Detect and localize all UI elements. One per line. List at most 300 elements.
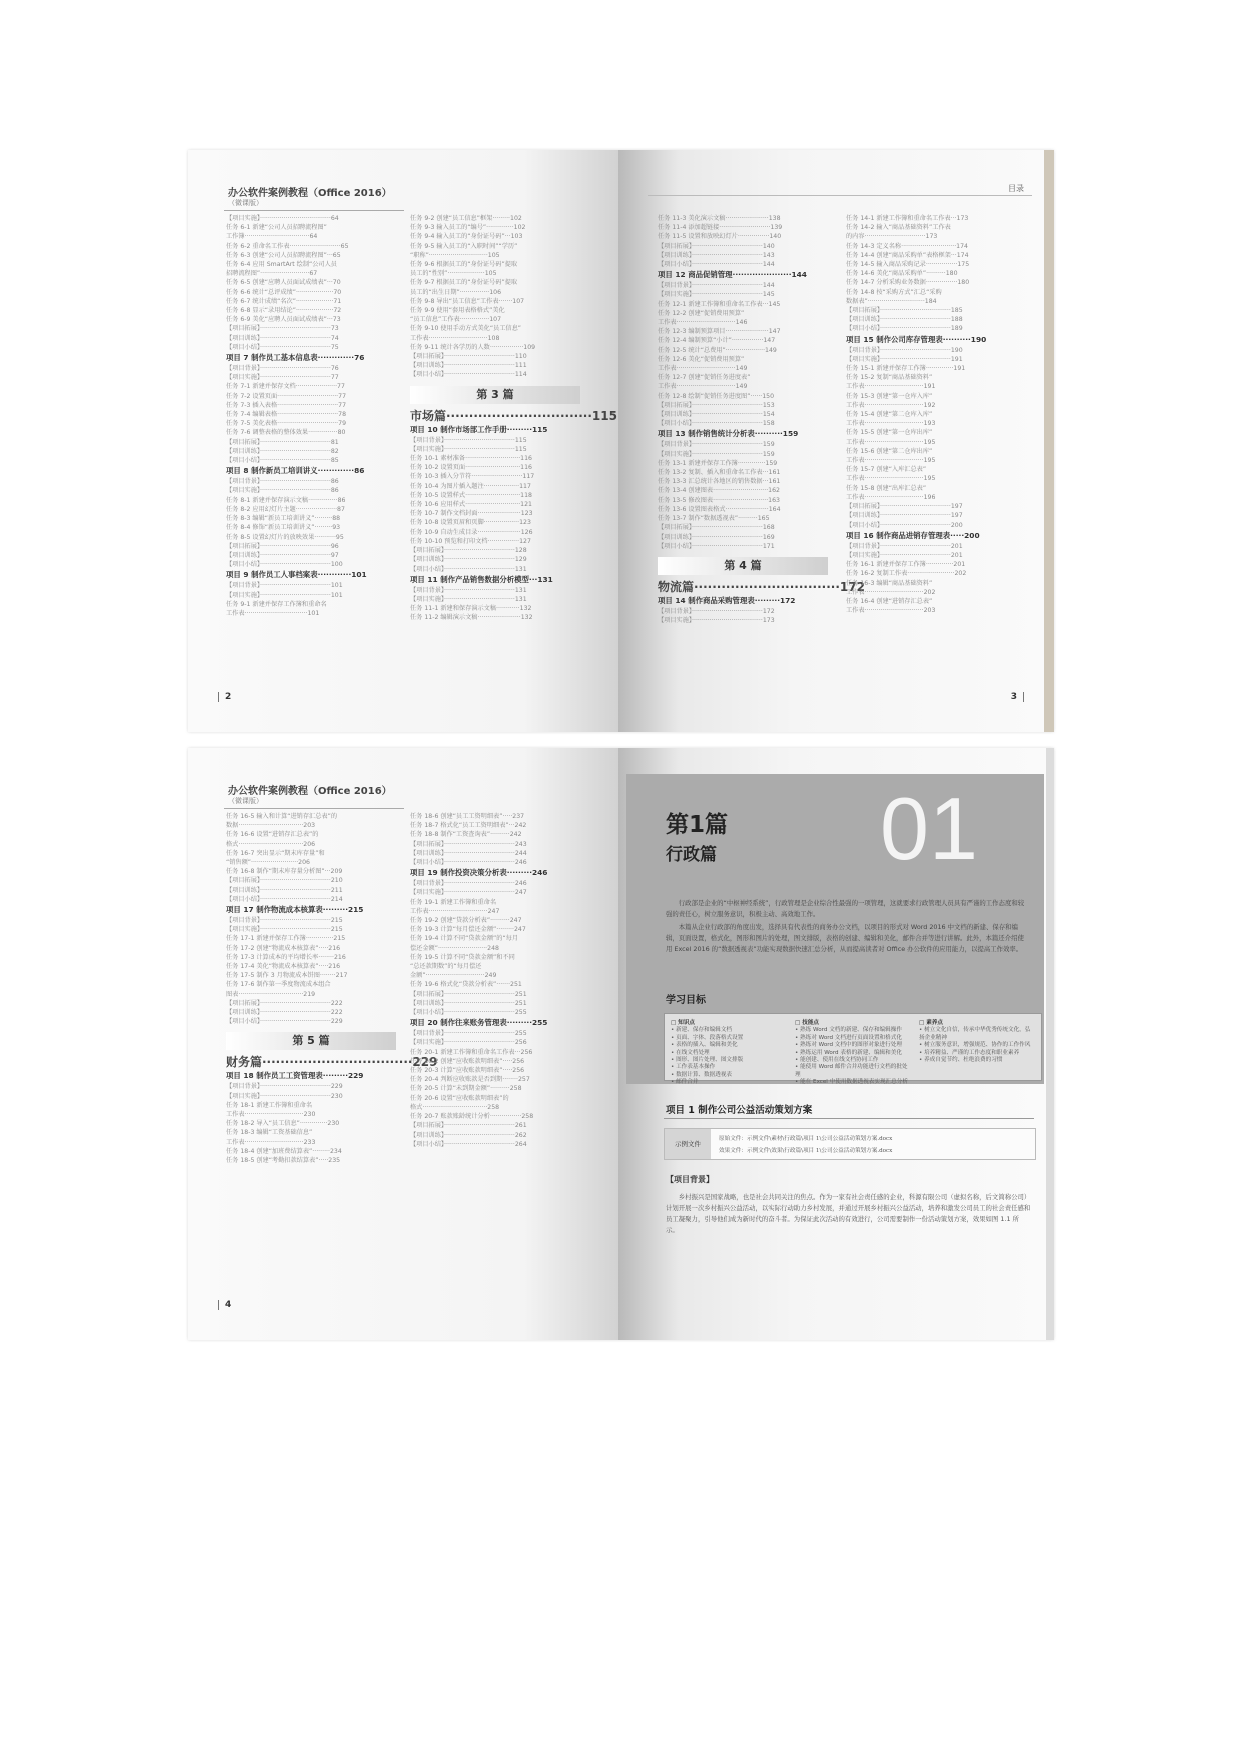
toc-label: 目录 bbox=[1008, 184, 1024, 193]
toc-entry: 工作表······························108 bbox=[410, 334, 500, 342]
toc-entry: 任务 9-4 输入员工的“身份证号码”···103 bbox=[410, 233, 523, 241]
toc-entry: 任务 12-1 新建工作簿和重命名工作表···145 bbox=[658, 300, 781, 308]
toc-entry: 【项目训练】····································154 bbox=[658, 411, 775, 419]
toc-entry: 【项目小结】····································114 bbox=[410, 371, 527, 379]
goal-item: • 邮件合并 bbox=[671, 1079, 699, 1086]
goal-item: • 页面、字体、段落格式设置 bbox=[671, 1034, 744, 1041]
toc-entry: 任务 8-5 设置幻灯片的放映效果···········95 bbox=[226, 533, 344, 541]
toc-entry: 任务 10-8 设置页眉和页脚··················123 bbox=[410, 519, 531, 527]
section-banner: 第 5 篇 bbox=[226, 1032, 396, 1050]
section-banner: 第 4 篇 bbox=[658, 557, 828, 575]
toc-column-1 bbox=[226, 812, 438, 1165]
toc-entry: 任务 6-6 统计“总评成绩”···················70 bbox=[226, 288, 342, 296]
toc-entry: 任务 6-3 创建“公司人员招聘流程图”···65 bbox=[226, 251, 341, 259]
toc-entry: 工作表······························247 bbox=[410, 907, 500, 915]
goal-item: • 熟练对 Word 文档中的图形对象进行处理 bbox=[795, 1042, 902, 1049]
toc-entry: 工作表······························196 bbox=[846, 493, 936, 501]
toc-entry: 【项目背景】····································246 bbox=[410, 880, 527, 888]
toc-project-entry: 项目 12 商品促销管理·····················144 bbox=[658, 270, 807, 280]
toc-project-entry: 项目 7 制作员工基本信息表·············76 bbox=[226, 353, 365, 363]
toc-entry: 格式·································206 bbox=[226, 840, 316, 848]
toc-entry: 任务 14-3 定义名称····························174 bbox=[846, 242, 968, 250]
toc-entry: 任务 20-4 判断应收账款是否到期········257 bbox=[410, 1076, 530, 1084]
project-title: 项目 1 制作公司公益活动策划方案 bbox=[666, 1105, 813, 1116]
goal-heading: □ 技能点 bbox=[795, 1020, 820, 1026]
background-heading: 【项目背景】 bbox=[666, 1175, 714, 1184]
goals-heading: 学习目标 bbox=[666, 995, 706, 1006]
toc-project-entry: 项目 18 制作员工工资管理表·········229 bbox=[226, 1071, 364, 1081]
toc-entry: “总还款期数”的“每月偿还 bbox=[410, 963, 482, 971]
toc-entry: 任务 16-3 编辑“商品基础资料” bbox=[846, 579, 933, 587]
toc-entry: 任务 15-7 创建“入库汇总表” bbox=[846, 466, 927, 474]
toc-entry: 任务 18-2 导入“员工信息”··············230 bbox=[226, 1120, 340, 1128]
toc-entry: 【项目小结】····································200 bbox=[846, 521, 963, 529]
toc-entry: 任务 18-1 新建工作簿和重命名 bbox=[226, 1101, 313, 1109]
toc-entry: 任务 14-6 美化“商品采购单”··········180 bbox=[846, 270, 958, 278]
toc-entry: 工作表······························203 bbox=[846, 607, 936, 615]
toc-entry: “销售额”························206 bbox=[226, 859, 310, 867]
toc-entry: 任务 15-1 新建并保存工作簿··············191 bbox=[846, 365, 966, 373]
toc-entry: 任务 17-1 新建并保存工作簿··············215 bbox=[226, 935, 346, 943]
toc-project-entry: 项目 11 制作产品销售数据分析模型···131 bbox=[410, 574, 553, 584]
toc-entry: 任务 7-1 新建并保存文档·····················77 bbox=[226, 383, 345, 391]
toc-entry: 任务 20-2 创建“应收账款明细表”·····256 bbox=[410, 1057, 525, 1065]
goal-item: • 树立服务意识，增强规范、协作的工作作风 bbox=[919, 1042, 1031, 1049]
toc-entry: 任务 19-4 计算不同“贷款金额”的“每月 bbox=[410, 935, 519, 943]
toc-entry: 【项目小结】····································214 bbox=[226, 895, 343, 903]
toc-entry: 任务 13-7 制作“数据透视表”··········165 bbox=[658, 515, 770, 523]
toc-entry: 任务 16-5 输入和计算“进销存汇总表”的 bbox=[226, 813, 338, 820]
toc-entry: 任务 12-2 创建“促销费用预算” bbox=[658, 309, 745, 317]
goal-column-skills bbox=[795, 1020, 911, 1087]
toc-entry: 的内容·······························173 bbox=[846, 233, 938, 241]
toc-entry: 任务 16-4 创建“进销存汇总表” bbox=[846, 597, 933, 605]
toc-entry: 【项目实施】····································230 bbox=[226, 1092, 343, 1100]
toc-entry: 【项目训练】····································197 bbox=[846, 512, 963, 520]
toc-entry: 【项目背景】····································229 bbox=[226, 1083, 343, 1091]
running-header: 办公软件案例教程（Office 2016） bbox=[228, 786, 392, 797]
toc-entry: 【项目背景】····································159 bbox=[658, 441, 775, 449]
toc-entry: 任务 15-6 创建“第二仓库出库” bbox=[846, 447, 933, 455]
toc-entry: 任务 7-4 编辑表格·······························78 bbox=[226, 411, 347, 419]
toc-entry: 工作表······························149 bbox=[658, 383, 748, 391]
toc-entry: 【项目小结】····································246 bbox=[410, 859, 527, 867]
toc-project-entry: 项目 8 制作新员工培训讲义·············86 bbox=[226, 466, 365, 476]
toc-entry: 任务 17-4 美化“物流成本核算表”·····216 bbox=[226, 963, 341, 971]
toc-entry: 【项目拓展】····································153 bbox=[658, 401, 775, 409]
toc-entry: 任务 18-7 格式化“员工工资明细表”···242 bbox=[410, 822, 527, 830]
goal-heading: □ 知识点 bbox=[671, 1020, 696, 1026]
toc-entry: 任务 12-4 编制预算“小计”················147 bbox=[658, 337, 776, 345]
toc-entry: 任务 12-8 绘制“促销任务进度图”······150 bbox=[658, 392, 775, 400]
project-rule bbox=[664, 1118, 1034, 1119]
goal-column-knowledge bbox=[671, 1020, 787, 1087]
toc-project-entry: 项目 13 制作销售统计分析表··········159 bbox=[658, 429, 799, 439]
toc-entry: 任务 18-6 创建“员工工资明细表”·····237 bbox=[410, 813, 525, 820]
toc-entry: 【项目拓展】····································96 bbox=[226, 542, 339, 550]
toc-entry: 任务 9-10 使用手动方式美化“员工信息” bbox=[410, 325, 522, 333]
toc-entry: 【项目实施】····································115 bbox=[410, 445, 527, 453]
toc-entry: 【项目实施】····································256 bbox=[410, 1039, 527, 1047]
example-original-file: 原始文件：示例文件\素材\行政篇\项目 1\公司公益活动策划方案.docx bbox=[719, 1136, 893, 1142]
toc-entry: 【项目实施】····································173 bbox=[658, 617, 775, 625]
toc-entry: 任务 8-3 编辑“新员工培训讲义”·········88 bbox=[226, 515, 341, 523]
toc-entry: 任务 20-6 设置“应收账款明细表”的 bbox=[410, 1094, 509, 1102]
toc-entry: 任务 7-6 调整表格的整体效果···············80 bbox=[226, 429, 346, 437]
toc-entry: 【项目小结】····································189 bbox=[846, 325, 963, 333]
toc-entry: 【项目实施】····································64 bbox=[226, 215, 339, 222]
toc-entry: 任务 6-8 显示“录用结论”···················72 bbox=[226, 307, 342, 315]
toc-entry: 工作表······························195 bbox=[846, 438, 936, 446]
toc-entry: 【项目背景】····································144 bbox=[658, 282, 775, 290]
example-files-box bbox=[664, 1128, 1036, 1160]
toc-entry: 【项目训练】····································143 bbox=[658, 251, 775, 259]
toc-entry: 【项目拓展】····································251 bbox=[410, 990, 527, 998]
book-spread-top bbox=[188, 150, 1054, 732]
toc-entry: 【项目实施】····································77 bbox=[226, 374, 339, 382]
toc-entry: 【项目实施】····································101 bbox=[226, 591, 343, 599]
toc-entry: 图表·································219 bbox=[226, 990, 316, 998]
toc-project-entry: 项目 19 制作投资决策分析表·········246 bbox=[410, 868, 548, 878]
goal-item: • 新建、保存和编辑文档 bbox=[671, 1027, 733, 1034]
example-files-label: 示例文件 bbox=[665, 1129, 711, 1159]
page-number: 3 bbox=[1011, 692, 1024, 702]
toc-entry: 任务 10-9 自动生成目录······················126 bbox=[410, 528, 533, 536]
toc-entry: 【项目实施】····································86 bbox=[226, 487, 339, 495]
toc-project-entry: 项目 9 制作员工人事档案表············101 bbox=[226, 570, 367, 580]
toc-entry: 工作表······························195 bbox=[846, 475, 936, 483]
toc-entry: 【项目小结】····································144 bbox=[658, 261, 775, 269]
toc-column-3 bbox=[658, 214, 865, 625]
toc-entry: 【项目拓展】····································197 bbox=[846, 503, 963, 511]
toc-entry: 【项目训练】····································82 bbox=[226, 447, 339, 455]
toc-entry: 【项目拓展】····································243 bbox=[410, 840, 527, 848]
toc-entry: 工作表······························149 bbox=[658, 365, 748, 373]
toc-entry: 任务 14-4 创建“商品采购单”表格框架···174 bbox=[846, 251, 969, 259]
toc-entry: 工作表······························202 bbox=[846, 588, 936, 596]
page-number: 2 bbox=[218, 692, 231, 702]
goal-item: • 能使用 Word 邮件合并功能进行文档的批处理 bbox=[795, 1064, 908, 1078]
toc-entry: 招聘流程图”·························67 bbox=[226, 270, 318, 278]
toc-entry: 工作表······························195 bbox=[846, 457, 936, 465]
toc-entry: 任务 9-2 创建“员工信息”框架·········102 bbox=[410, 215, 522, 222]
toc-entry: 【项目拓展】····································261 bbox=[410, 1122, 527, 1130]
toc-entry: 任务 17-2 创建“物流成本核算表”·····216 bbox=[226, 944, 341, 952]
example-result-file: 效果文件：示例文件\效果\行政篇\项目 1\公司公益活动策划方案.docx bbox=[719, 1148, 893, 1154]
part-intro bbox=[666, 898, 1026, 955]
goal-item: • 能创建、使用在线文档协同工作 bbox=[795, 1057, 879, 1064]
toc-entry: 任务 13-1 新建并保存工作簿··············159 bbox=[658, 459, 778, 467]
toc-entry: 【项目拓展】····································81 bbox=[226, 438, 339, 446]
goal-item: • 表格的插入、编辑和美化 bbox=[671, 1042, 738, 1049]
toc-entry: 任务 11-4 添加超链接··························139 bbox=[658, 224, 783, 232]
toc-entry: 任务 15-8 创建“出库汇总表” bbox=[846, 484, 927, 492]
toc-entry: 任务 13-4 创建图表····························162 bbox=[658, 487, 780, 495]
toc-entry: 工作表······························193 bbox=[846, 420, 936, 428]
toc-project-entry: 项目 16 制作商品进销存管理表·····200 bbox=[846, 530, 980, 540]
toc-entry: 工作表······························192 bbox=[846, 401, 936, 409]
section-banner: 第 3 篇 bbox=[410, 386, 580, 404]
toc-entry: 任务 16-2 复制工作表························202 bbox=[846, 570, 967, 578]
toc-entry: 任务 8-2 应用幻灯片主题·····················87 bbox=[226, 505, 345, 513]
page-4 bbox=[188, 748, 618, 1340]
toc-entry: 【项目拓展】····································140 bbox=[658, 242, 775, 250]
background-text bbox=[666, 1192, 1031, 1236]
toc-entry: 【项目拓展】····································110 bbox=[410, 353, 527, 361]
section-title: 市场篇································115 bbox=[410, 408, 617, 423]
header-rule bbox=[224, 210, 404, 211]
toc-entry: 任务 9-5 输入员工的“入职时间”“学历” bbox=[410, 242, 518, 250]
toc-entry: 【项目训练】····································244 bbox=[410, 849, 527, 857]
toc-entry: 任务 14-1 新建工作簿和重命名工作表···173 bbox=[846, 215, 969, 222]
section-title: 财务篇·································229 bbox=[226, 1055, 438, 1070]
toc-entry: 【项目训练】····································222 bbox=[226, 1009, 343, 1017]
goal-item: • 在线文档处理 bbox=[671, 1049, 710, 1056]
toc-entry: 数据表”·····························184 bbox=[846, 297, 937, 305]
toc-entry: 任务 10-3 插入分节符··························117 bbox=[410, 473, 535, 481]
part-title: 第1篇 bbox=[666, 812, 729, 838]
intro-paragraph: 行政部是企业的“中枢神经系统”，行政管理是企业综合性最强的一项管理，这就要求行政管理人员具有严谨的工作态度和较强的责任心，树立服务意识，积极主动、高效地工作。 bbox=[666, 899, 1025, 918]
toc-entry: 【项目训练】····································169 bbox=[658, 533, 775, 541]
toc-entry: 【项目训练】····································74 bbox=[226, 334, 339, 342]
toc-entry: “职称”······························105 bbox=[410, 251, 500, 259]
toc-entry: 任务 17-6 制作第一季度物流成本组合 bbox=[226, 981, 331, 989]
toc-entry: 任务 6-7 统计成绩“名次”···················71 bbox=[226, 297, 342, 305]
toc-entry: 任务 19-5 计算不同“贷款金额”和不同 bbox=[410, 953, 515, 961]
toc-entry: 任务 16-7 突出显示“期末库存量”和 bbox=[226, 849, 325, 857]
toc-entry: 【项目训练】····································111 bbox=[410, 362, 527, 370]
goal-item: • 养成自觉节约、杜绝浪费的习惯 bbox=[919, 1057, 1003, 1064]
toc-entry: 【项目拓展】····································128 bbox=[410, 547, 527, 555]
toc-entry: 【项目拓展】····································222 bbox=[226, 999, 343, 1007]
toc-entry: 【项目训练】····································188 bbox=[846, 316, 963, 324]
toc-entry: 任务 17-3 计算成本的平均增长率········216 bbox=[226, 953, 346, 961]
intro-paragraph: 本篇从企业行政部的角度出发，选择具有代表性的商务办公文档，以项目的形式对 Word 2016 中文档的新建、保存和编辑，页面设置，格式化，图形和图片的处理，图文排版，表格的创建、编辑和美化，邮件合并等进行讲解。此外，本篇还介绍使用 Excel 2016 的“数据透视表”功能实现数据快速汇总分析，从而提高读者对 Office 办公软件的应用能力，以提高工作效率。 bbox=[666, 923, 1024, 953]
toc-entry: 【项目背景】····································172 bbox=[658, 607, 775, 615]
toc-entry: 工作表······························230 bbox=[226, 1111, 316, 1119]
toc-entry: 【项目小结】····································264 bbox=[410, 1140, 527, 1148]
toc-entry: 工作表······························146 bbox=[658, 319, 748, 327]
section-title: 物流篇································172 bbox=[658, 579, 865, 594]
toc-entry: 任务 11-5 设置和放映幻灯片················140 bbox=[658, 233, 782, 241]
toc-entry: 任务 18-8 制作“工资查询表”··········242 bbox=[410, 831, 522, 839]
toc-column-4 bbox=[846, 214, 1024, 615]
toc-entry: 任务 14-7 分析采购业务数据················180 bbox=[846, 279, 970, 287]
toc-entry: 任务 8-4 修饰“新员工培训讲义”·········93 bbox=[226, 524, 341, 532]
toc-entry: 【项目实施】····································145 bbox=[658, 291, 775, 299]
toc-entry: 任务 16-6 设置“进销存汇总表”的 bbox=[226, 831, 319, 839]
toc-entry: 【项目实施】····································201 bbox=[846, 551, 963, 559]
toc-entry: 任务 12-6 美化“促销费用预算” bbox=[658, 355, 745, 363]
toc-entry: 【项目小结】····································171 bbox=[658, 542, 775, 550]
toc-entry: 【项目拓展】····································73 bbox=[226, 325, 339, 333]
toc-entry: 任务 9-7 根据员工的“身份证号码”提取 bbox=[410, 279, 518, 287]
toc-entry: 任务 18-3 编辑“工资基础信息” bbox=[226, 1129, 313, 1137]
toc-entry: 【项目实施】····································191 bbox=[846, 355, 963, 363]
toc-column-1 bbox=[226, 214, 401, 618]
toc-project-entry: 项目 14 制作商品采购管理表·········172 bbox=[658, 595, 796, 605]
toc-column-2 bbox=[410, 812, 595, 1149]
page-number: 4 bbox=[218, 1300, 231, 1310]
toc-entry: 任务 13-2 复制、插入和重命名工作表···161 bbox=[658, 469, 781, 477]
goal-item: • 培养精益、严谨的工作态度和职业素养 bbox=[919, 1049, 1020, 1056]
toc-entry: 任务 20-3 计算“应收账款明细表”·····256 bbox=[410, 1067, 525, 1075]
toc-entry: 任务 10-5 设置样式····························118 bbox=[410, 491, 532, 499]
toc-entry: 任务 6-5 创建“应聘人员面试成绩表”···70 bbox=[226, 279, 341, 287]
toc-entry: 任务 6-4 应用 SmartArt 绘制“公司人员 bbox=[226, 261, 337, 269]
toc-entry: 【项目小结】····································85 bbox=[226, 457, 339, 465]
toc-entry: 任务 18-4 创建“加班费结算表”·········234 bbox=[226, 1147, 342, 1155]
toc-entry: 任务 19-3 计算“每月偿还金额”·········247 bbox=[410, 926, 526, 934]
toc-entry: 任务 9-11 统计各学历的人数·················109 bbox=[410, 343, 536, 351]
toc-project-entry: 项目 17 制作物流成本核算表·········215 bbox=[226, 905, 364, 915]
toc-entry: 【项目背景】····································76 bbox=[226, 365, 339, 373]
toc-entry: 【项目小结】····································75 bbox=[226, 343, 339, 351]
toc-entry: 数据·································203 bbox=[226, 822, 316, 830]
running-header: 办公软件案例教程（Office 2016） bbox=[228, 188, 392, 199]
goal-heading: □ 素养点 bbox=[919, 1020, 944, 1026]
toc-entry: 【项目小结】····································100 bbox=[226, 561, 343, 569]
header-rule bbox=[648, 195, 1032, 196]
part-name: 行政篇 bbox=[666, 845, 717, 865]
toc-entry: 【项目训练】····································211 bbox=[226, 886, 343, 894]
toc-entry: 工作表································101 bbox=[226, 609, 320, 617]
toc-entry: 【项目背景】····································255 bbox=[410, 1030, 527, 1038]
goal-item: • 数据计算、数据透视表 bbox=[671, 1071, 733, 1078]
toc-entry: 任务 12-3 编制预算项目······················147 bbox=[658, 328, 781, 336]
toc-entry: 任务 9-1 新建并保存工作簿和重命名 bbox=[226, 600, 327, 608]
toc-entry: 员工的“出生日期”···············106 bbox=[410, 288, 502, 296]
toc-entry: 【项目背景】····································115 bbox=[410, 436, 527, 444]
toc-entry: 【项目拓展】····································168 bbox=[658, 524, 775, 532]
toc-entry: 【项目训练】····································97 bbox=[226, 551, 339, 559]
toc-entry: 【项目背景】····································101 bbox=[226, 582, 343, 590]
toc-entry: 任务 12-5 统计“总费用”····················149 bbox=[658, 346, 777, 354]
background-paragraph: 乡村振兴是国家战略，也是社会共同关注的焦点。作为一家有社会责任感的企业，科源有限公司（虚拟名称，后文简称公司）计划开展一次乡村振兴公益活动，以实际行动助力乡村发展，并通过开展乡村振兴公益活动，培养和激发公司员工的社会责任感和员工凝聚力，引导他们成为新时代的奋斗者。为保证此次活动的有效进行，公司需要制作一份活动策划方案，效果如图 1.1 所示。 bbox=[666, 1193, 1031, 1234]
toc-entry: 【项目背景】····································190 bbox=[846, 346, 963, 354]
toc-entry: 任务 15-2 复制“商品基础资料” bbox=[846, 374, 933, 382]
toc-entry: 【项目实施】····································215 bbox=[226, 926, 343, 934]
toc-column-2 bbox=[410, 214, 617, 623]
toc-entry: 任务 19-1 新建工作簿和重命名 bbox=[410, 898, 497, 906]
toc-entry: 任务 9-3 输入员工的“编号”··············102 bbox=[410, 224, 526, 232]
toc-entry: 任务 15-5 创建“第一仓库出库” bbox=[846, 429, 933, 437]
toc-entry: 【项目背景】····································201 bbox=[846, 542, 963, 550]
toc-entry: 任务 13-3 汇总统计各地区的销售数据···161 bbox=[658, 478, 781, 486]
toc-entry: “员工信息”工作表···············107 bbox=[410, 316, 502, 324]
toc-project-entry: 项目 10 制作市场部工作手册·········115 bbox=[410, 424, 548, 434]
toc-entry: 【项目拓展】····································210 bbox=[226, 877, 343, 885]
toc-entry: 金额”······························249 bbox=[410, 972, 497, 980]
toc-entry: 任务 7-3 插入表格·······························77 bbox=[226, 401, 347, 409]
goal-item: • 能在 Excel 中使用数据透视表实现汇总分析 bbox=[795, 1079, 908, 1086]
toc-entry: 【项目拓展】····································185 bbox=[846, 307, 963, 315]
toc-entry: 【项目训练】····································251 bbox=[410, 999, 527, 1007]
toc-entry: 任务 6-9 美化“应聘人员面试成绩表”···73 bbox=[226, 316, 341, 324]
goals-box bbox=[664, 1013, 1042, 1086]
toc-entry: 【项目训练】····································129 bbox=[410, 556, 527, 564]
goal-item: • 熟练对 Word 文档进行页面设置和格式化 bbox=[795, 1034, 902, 1041]
toc-entry: 格式·································258 bbox=[410, 1103, 500, 1111]
toc-entry: 【项目小结】····································131 bbox=[410, 565, 527, 573]
toc-entry: 任务 10-1 素材准备····························116 bbox=[410, 455, 532, 463]
toc-entry: 任务 19-2 创建“贷款分析表”··········247 bbox=[410, 917, 522, 925]
toc-entry: 【项目实施】····································159 bbox=[658, 450, 775, 458]
toc-entry: 任务 15-3 创建“第一仓库入库” bbox=[846, 392, 933, 400]
toc-entry: 任务 13-5 修改图表····························163 bbox=[658, 496, 780, 504]
toc-entry: 任务 16-1 新建并保存工作簿··············201 bbox=[846, 561, 966, 569]
page-3 bbox=[618, 150, 1054, 732]
toc-entry: 任务 10-7 制作文档封面······················123 bbox=[410, 510, 533, 518]
header-rule bbox=[224, 808, 404, 809]
goal-column-qualities bbox=[919, 1020, 1035, 1064]
goal-item: • 树立文化自信，传承中华优秀传统文化，弘扬企业精神 bbox=[919, 1027, 1031, 1041]
toc-entry: 任务 20-5 计算“未到期金额”··········258 bbox=[410, 1085, 522, 1093]
toc-entry: 【项目背景】····································215 bbox=[226, 917, 343, 925]
toc-entry: 任务 8-1 新建并保存演示文稿···············86 bbox=[226, 496, 346, 504]
toc-entry: 任务 20-1 新建工作簿和重命名工作表···256 bbox=[410, 1048, 533, 1056]
book-spread-bottom bbox=[188, 748, 1054, 1340]
toc-entry: 任务 9-6 根据员工的“身份证号码”提取 bbox=[410, 261, 518, 269]
toc-entry: 任务 7-5 美化表格·······························79 bbox=[226, 420, 347, 428]
running-header-sub: （微课版） bbox=[228, 199, 263, 207]
toc-entry: 任务 9-9 使用“套用表格格式”美化 bbox=[410, 307, 505, 315]
toc-entry: 工作表······························191 bbox=[846, 383, 936, 391]
goal-item: • 熟练运用 Word 表格的新建、编辑和美化 bbox=[795, 1049, 902, 1056]
toc-entry: 【项目背景】····································86 bbox=[226, 478, 339, 486]
toc-entry: 任务 9-8 导出“员工信息”工作表·······107 bbox=[410, 297, 525, 305]
toc-entry: 【项目小结】····································255 bbox=[410, 1009, 527, 1017]
goal-item: • 图形、图片处理、图文排版 bbox=[671, 1057, 744, 1064]
page-2 bbox=[188, 150, 618, 732]
toc-entry: 【项目小结】····································229 bbox=[226, 1018, 343, 1026]
toc-entry: 任务 15-4 创建“第二仓库入库” bbox=[846, 411, 933, 419]
toc-entry: 任务 14-5 输入商品采购记录················175 bbox=[846, 261, 970, 269]
toc-entry: 任务 20-7 账款账龄统计分析················258 bbox=[410, 1113, 534, 1121]
toc-entry: 任务 6-2 重命名工作表··························65 bbox=[226, 242, 349, 250]
part-number: 01 bbox=[880, 779, 978, 878]
toc-entry: 【项目小结】····································158 bbox=[658, 420, 775, 428]
toc-entry: 任务 10-6 应用样式····························121 bbox=[410, 501, 532, 509]
toc-entry: 【项目训练】····································262 bbox=[410, 1131, 527, 1139]
toc-entry: 任务 14-8 按“采购方式”汇总“采购 bbox=[846, 288, 942, 296]
toc-entry: 工作簿·································64 bbox=[226, 233, 318, 241]
toc-entry: 任务 14-2 输入“商品基础资料”工作表 bbox=[846, 224, 951, 232]
toc-entry: 偿还金额”·························248 bbox=[410, 944, 499, 952]
toc-entry: 任务 7-2 设置页面·······························77 bbox=[226, 392, 347, 400]
toc-entry: 员工的“性别”···················105 bbox=[410, 270, 497, 278]
toc-entry: 【项目实施】····································131 bbox=[410, 595, 527, 603]
toc-entry: 任务 11-2 编辑演示文稿······················132 bbox=[410, 614, 533, 622]
toc-entry: 任务 11-3 美化演示文稿······················138 bbox=[658, 215, 781, 222]
goal-item: • 工作表基本操作 bbox=[671, 1064, 716, 1071]
toc-entry: 任务 6-1 新建“公司人员招聘流程图” bbox=[226, 224, 327, 232]
toc-entry: 任务 18-5 创建“考勤扣款结算表”·····235 bbox=[226, 1157, 341, 1165]
toc-entry: 任务 10-10 预览和打印文档················127 bbox=[410, 537, 531, 545]
toc-entry: 【项目背景】····································131 bbox=[410, 586, 527, 594]
toc-entry: 任务 12-7 创建“促销任务进度表” bbox=[658, 374, 751, 382]
running-header-sub: （微课版） bbox=[228, 797, 263, 805]
toc-entry: 任务 13-6 设置图表格式······················164 bbox=[658, 505, 781, 513]
toc-entry: 任务 11-1 新建和保存演示文稿············132 bbox=[410, 605, 532, 613]
goal-item: • 熟练 Word 文档的新建、保存和编辑操作 bbox=[795, 1027, 902, 1034]
toc-entry: 任务 19-6 格式化“贷款分析表”·······251 bbox=[410, 981, 522, 989]
toc-entry: 工作表······························233 bbox=[226, 1138, 316, 1146]
toc-entry: 任务 10-4 为图片插入题注··················117 bbox=[410, 482, 531, 490]
toc-project-entry: 项目 15 制作公司库存管理表··········190 bbox=[846, 334, 987, 344]
chapter-opening-page bbox=[618, 748, 1054, 1340]
toc-entry: 任务 16-8 制作“期末库存量分析图”···209 bbox=[226, 868, 343, 876]
